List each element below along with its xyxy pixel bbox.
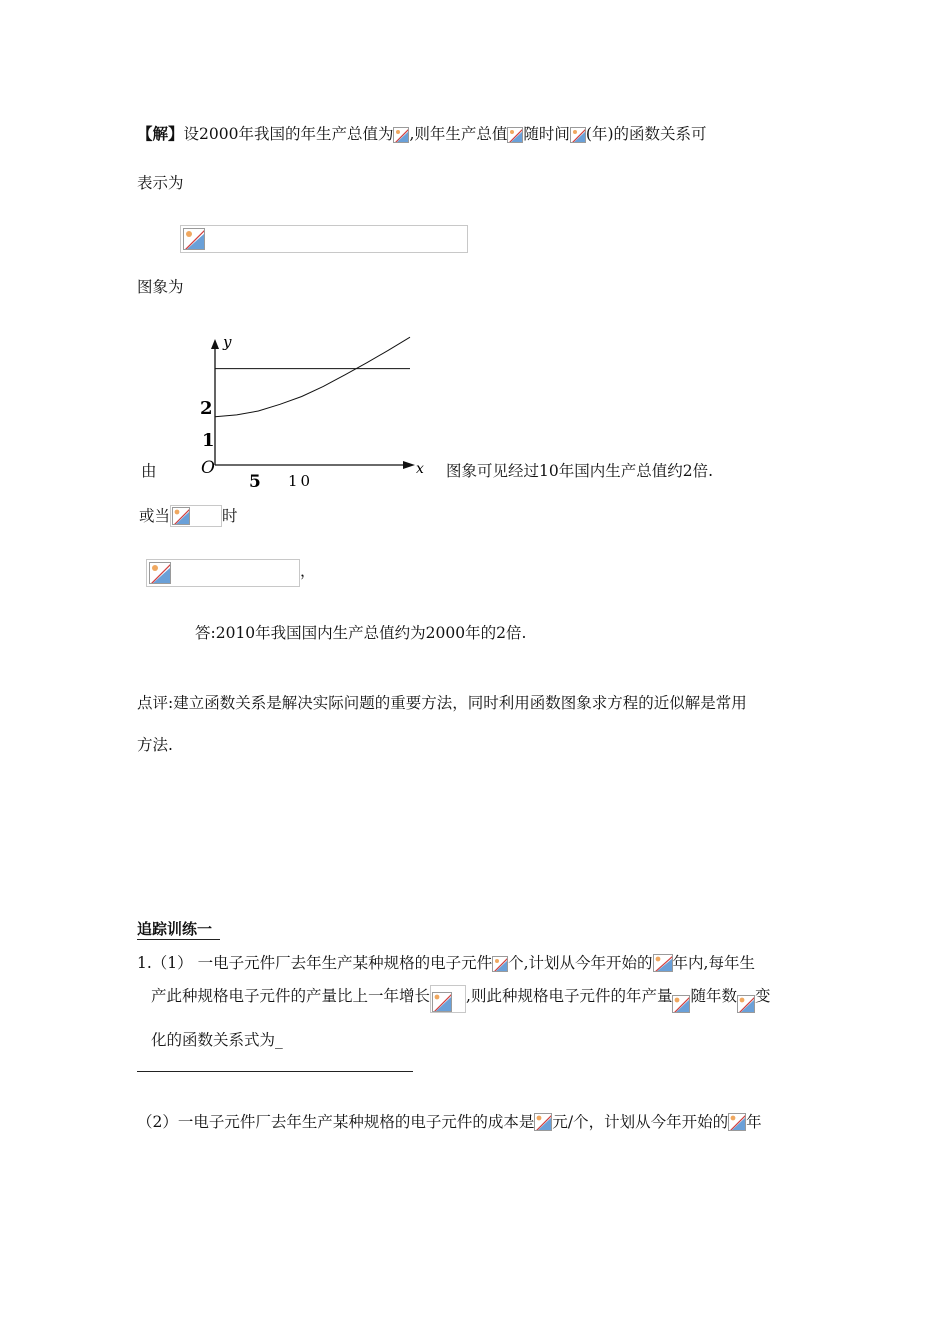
solution-line-1 [137,124,707,144]
text-segment: 随年数 [690,987,737,1005]
comment-line-1: 点评:建立函数关系是解决实际问题的重要方法，同时利用函数图象求方程的近似解是常用 [137,694,747,712]
q2-line-1 [137,1112,762,1132]
function-graph [195,325,435,495]
answer-blank-line [137,1071,413,1072]
y-tick-label: 2 [200,398,213,419]
solution-line-2: 表示为 [137,174,184,192]
broken-image-icon [507,127,523,143]
broken-image-icon [149,562,171,584]
q1-line-1 [137,953,755,973]
text-segment: ,则此种规格电子元件的年产量 [466,987,673,1005]
origin-label: O [201,458,215,478]
growth-curve [215,337,410,417]
text-segment: 年内,每年生 [672,954,755,972]
broken-image-icon [737,995,755,1013]
you-label: 由 [141,462,157,480]
text-segment: 或当 [139,507,171,525]
solution-label: 【解】 [137,124,184,143]
x-tick-label: 10 [288,472,314,490]
comment-line-2: 方法. [137,736,173,754]
formula-image-frame [170,505,222,527]
broken-image-icon [432,992,452,1012]
answer-line: 答:2010年我国国内生产总值约为2000年的2倍. [195,624,527,642]
text-segment: 设2000年我国的年生产总值为 [183,125,394,143]
text-segment: 变 [754,987,771,1005]
broken-image-icon [393,127,409,143]
graph-conclusion: 图象可见经过10年国内生产总值约2倍. [446,462,714,480]
text-segment: 时 [222,507,238,525]
formula-image-frame [146,559,300,587]
text-segment: 随时间 [523,125,570,143]
graph-intro: 图象为 [137,278,184,296]
x-axis-arrow [403,461,415,469]
formula-image-frame [180,225,468,253]
text-segment: 元/个，计划从今年开始的 [552,1113,729,1131]
comma: ， [300,562,316,580]
text-segment: 产此种规格电子元件的产量比上一年增长 [151,987,431,1005]
broken-image-icon [672,995,690,1013]
broken-image-icon [653,954,673,972]
broken-image-icon [728,1113,746,1131]
x-tick-label: 5 [249,472,261,492]
broken-image-icon [492,956,508,972]
q1-line-2 [151,985,770,1013]
text-segment: 1.（1） 一电子元件厂去年生产某种规格的电子元件 [137,954,493,972]
y-axis-arrow [211,339,219,349]
text-segment: 个,计划从今年开始的 [508,954,653,972]
text-segment: （2）一电子元件厂去年生产某种规格的电子元件的成本是 [137,1113,535,1131]
broken-image-icon [183,228,205,250]
or-when-line [139,505,238,527]
broken-image-icon [570,127,586,143]
exercise-heading: 追踪训练一 [137,920,213,938]
x-axis-label: x [416,461,424,477]
heading-underline [137,939,220,940]
q1-line-3: 化的函数关系式为_ [151,1031,283,1049]
broken-image-icon [172,507,190,525]
y-axis-label: y [223,333,232,351]
broken-image-icon [534,1113,552,1131]
text-segment: 年 [746,1113,762,1131]
y-tick-label: 1 [202,430,215,451]
text-segment: (年)的函数关系可 [585,125,707,143]
formula-image-frame [430,985,466,1013]
text-segment: ,则年生产总值 [409,125,508,143]
